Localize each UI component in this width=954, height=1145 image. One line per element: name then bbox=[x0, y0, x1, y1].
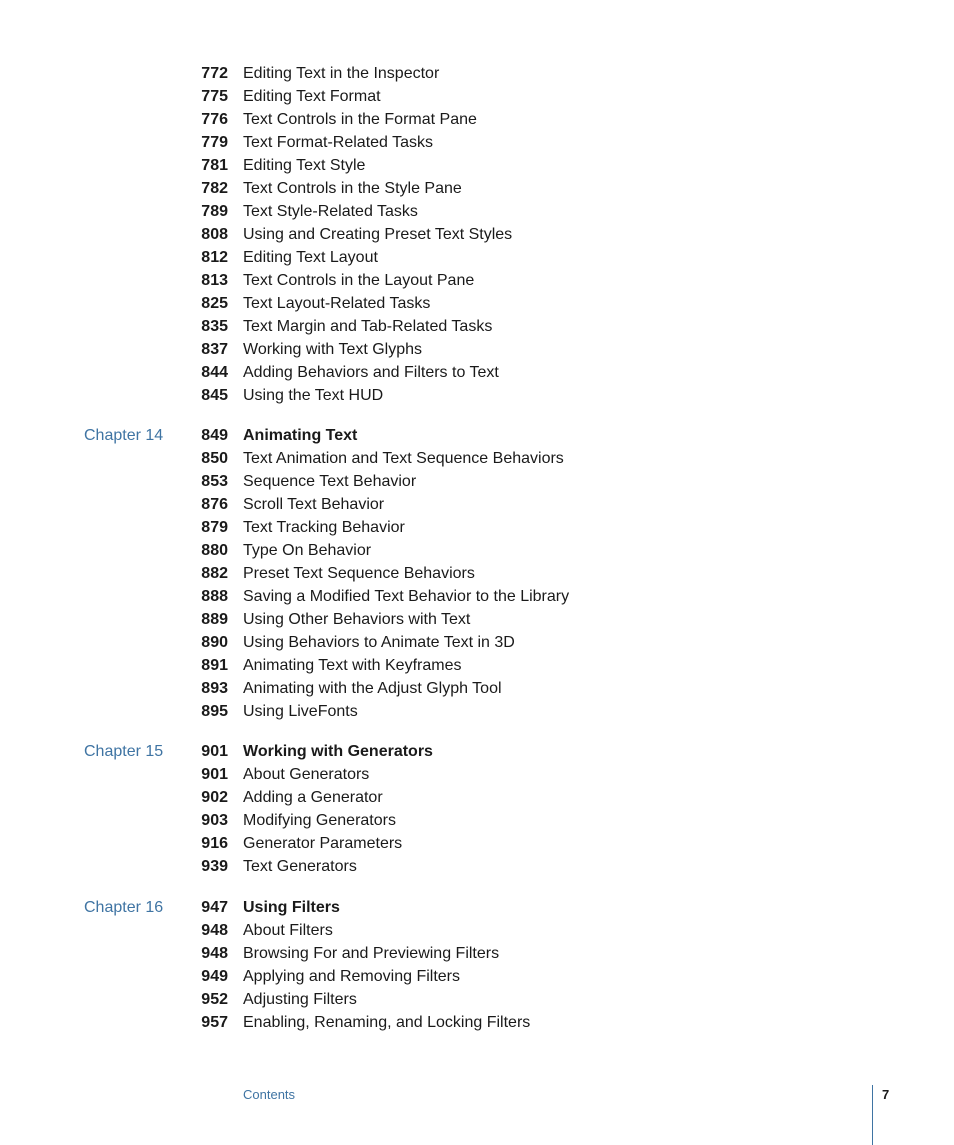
toc-entry[interactable] bbox=[0, 919, 954, 942]
chapter-title: Using Filters bbox=[243, 899, 340, 916]
toc-entry-title: Text Style-Related Tasks bbox=[243, 203, 418, 220]
toc-page-number: 812 bbox=[201, 249, 228, 266]
toc-entry-title: Using and Creating Preset Text Styles bbox=[243, 226, 513, 243]
toc-page-number: 876 bbox=[201, 496, 228, 513]
toc-entry[interactable] bbox=[0, 246, 954, 269]
toc-entry[interactable] bbox=[0, 154, 954, 177]
toc-entry-title: Text Generators bbox=[243, 858, 357, 875]
toc-entry[interactable] bbox=[0, 539, 954, 562]
toc-page-number: 901 bbox=[201, 766, 228, 783]
chapter-label: Chapter 15 bbox=[84, 743, 164, 760]
toc-page-number: 850 bbox=[201, 450, 228, 467]
toc-page-number: 882 bbox=[201, 565, 228, 582]
toc-page-number: 888 bbox=[201, 588, 228, 605]
toc-page-number: 948 bbox=[201, 945, 228, 962]
toc-page-number: 893 bbox=[201, 680, 228, 697]
toc-entry-title: Editing Text Layout bbox=[243, 249, 378, 266]
toc-entry-title: Adding a Generator bbox=[243, 789, 383, 806]
toc-entry-title: Adjusting Filters bbox=[243, 991, 357, 1008]
toc-page-number: 789 bbox=[201, 203, 228, 220]
toc-entry-title: About Filters bbox=[243, 922, 333, 939]
toc-entry-title: Using LiveFonts bbox=[243, 703, 358, 720]
toc-entry[interactable] bbox=[0, 700, 954, 723]
toc-page-number: 849 bbox=[201, 427, 228, 444]
toc-entry[interactable] bbox=[0, 832, 954, 855]
toc-entry-title: Using Behaviors to Animate Text in 3D bbox=[243, 634, 515, 651]
toc-entry[interactable] bbox=[0, 631, 954, 654]
toc-entry-title: Editing Text Format bbox=[243, 88, 381, 105]
toc-page-number: 890 bbox=[201, 634, 228, 651]
toc-entry-title: Enabling, Renaming, and Locking Filters bbox=[243, 1014, 531, 1031]
toc-entry-title: Saving a Modified Text Behavior to the Library bbox=[243, 588, 570, 605]
toc-entry[interactable] bbox=[0, 763, 954, 786]
toc-entry[interactable] bbox=[0, 62, 954, 85]
toc-page-number: 879 bbox=[201, 519, 228, 536]
toc-entry[interactable] bbox=[0, 809, 954, 832]
toc-entry-title: Using Other Behaviors with Text bbox=[243, 611, 471, 628]
toc-page-number: 825 bbox=[201, 295, 228, 312]
chapter-title: Animating Text bbox=[243, 427, 358, 444]
toc-page-number: 845 bbox=[201, 387, 228, 404]
chapter-label: Chapter 14 bbox=[84, 427, 164, 444]
toc-entry[interactable] bbox=[0, 988, 954, 1011]
toc-entry[interactable] bbox=[0, 361, 954, 384]
toc-entry-title: Modifying Generators bbox=[243, 812, 396, 829]
toc-entry-title: Generator Parameters bbox=[243, 835, 403, 852]
toc-page-number: 957 bbox=[201, 1014, 228, 1031]
toc-entry[interactable] bbox=[0, 1011, 954, 1034]
toc-page-number: 895 bbox=[201, 703, 228, 720]
toc-entry[interactable] bbox=[0, 315, 954, 338]
toc-entry-title: Type On Behavior bbox=[243, 542, 372, 559]
toc-entry[interactable] bbox=[0, 470, 954, 493]
toc-page-number: 948 bbox=[201, 922, 228, 939]
toc-entry[interactable] bbox=[0, 424, 954, 447]
toc-entry-title: Adding Behaviors and Filters to Text bbox=[243, 364, 499, 381]
toc-entry[interactable] bbox=[0, 562, 954, 585]
toc-entry[interactable] bbox=[0, 177, 954, 200]
toc-entry[interactable] bbox=[0, 516, 954, 539]
toc-page-number: 781 bbox=[201, 157, 228, 174]
toc-entry[interactable] bbox=[0, 85, 954, 108]
toc-page-number: 902 bbox=[201, 789, 228, 806]
toc-entry[interactable] bbox=[0, 855, 954, 878]
toc-page-number: 835 bbox=[201, 318, 228, 335]
toc-entry[interactable] bbox=[0, 200, 954, 223]
chapter-label: Chapter 16 bbox=[84, 899, 164, 916]
toc-page-number: 853 bbox=[201, 473, 228, 490]
toc-entry-title: Browsing For and Previewing Filters bbox=[243, 945, 500, 962]
toc-entry[interactable] bbox=[0, 942, 954, 965]
toc-entry-title: Editing Text in the Inspector bbox=[243, 65, 440, 82]
toc-entry[interactable] bbox=[0, 965, 954, 988]
toc-page-number: 947 bbox=[201, 899, 228, 916]
toc-entry[interactable] bbox=[0, 654, 954, 677]
toc-page-number: 782 bbox=[201, 180, 228, 197]
toc-entry[interactable] bbox=[0, 108, 954, 131]
toc-entry[interactable] bbox=[0, 896, 954, 919]
toc-page-number: 772 bbox=[201, 65, 228, 82]
toc-page-number: 880 bbox=[201, 542, 228, 559]
toc-entry[interactable] bbox=[0, 585, 954, 608]
toc-page-number: 891 bbox=[201, 657, 228, 674]
footer-divider bbox=[872, 1085, 873, 1145]
toc-entry[interactable] bbox=[0, 786, 954, 809]
chapter-title: Working with Generators bbox=[243, 743, 433, 760]
toc-entry-title: Applying and Removing Filters bbox=[243, 968, 460, 985]
toc-page-number: 889 bbox=[201, 611, 228, 628]
toc-entry[interactable] bbox=[0, 740, 954, 763]
toc-entry[interactable] bbox=[0, 447, 954, 470]
toc-entry[interactable] bbox=[0, 338, 954, 361]
toc-entry[interactable] bbox=[0, 608, 954, 631]
toc-entry[interactable] bbox=[0, 677, 954, 700]
toc-page-number: 813 bbox=[201, 272, 228, 289]
toc-page-number: 939 bbox=[201, 858, 228, 875]
toc-entry[interactable] bbox=[0, 131, 954, 154]
toc-entry[interactable] bbox=[0, 269, 954, 292]
toc-page-number: 776 bbox=[201, 111, 228, 128]
toc-entry-title: Scroll Text Behavior bbox=[243, 496, 385, 513]
toc-entry[interactable] bbox=[0, 292, 954, 315]
toc-entry-title: Text Controls in the Layout Pane bbox=[243, 272, 475, 289]
toc-page-number: 775 bbox=[201, 88, 228, 105]
toc-entry-title: About Generators bbox=[243, 766, 370, 783]
toc-entry-title: Text Controls in the Format Pane bbox=[243, 111, 477, 128]
toc-page-number: 952 bbox=[201, 991, 228, 1008]
toc-page-number: 779 bbox=[201, 134, 228, 151]
toc-entry-title: Text Controls in the Style Pane bbox=[243, 180, 462, 197]
toc-entry-title: Text Tracking Behavior bbox=[243, 519, 405, 536]
toc-entry[interactable] bbox=[0, 493, 954, 516]
toc-entry-title: Text Margin and Tab-Related Tasks bbox=[243, 318, 493, 335]
toc-entry-title: Editing Text Style bbox=[243, 157, 366, 174]
toc-entry-title: Animating Text with Keyframes bbox=[243, 657, 462, 674]
toc-page-number: 837 bbox=[201, 341, 228, 358]
toc-page-number: 808 bbox=[201, 226, 228, 243]
toc-page-number: 903 bbox=[201, 812, 228, 829]
toc-entry-title: Using the Text HUD bbox=[243, 387, 384, 404]
toc-page-number: 949 bbox=[201, 968, 228, 985]
toc-entry-title: Text Animation and Text Sequence Behaviors bbox=[243, 450, 564, 467]
toc-entry-title: Text Format-Related Tasks bbox=[243, 134, 433, 151]
toc-entry-title: Preset Text Sequence Behaviors bbox=[243, 565, 475, 582]
toc-entry-title: Text Layout-Related Tasks bbox=[243, 295, 431, 312]
toc-entry[interactable] bbox=[0, 384, 954, 407]
toc-page-number: 916 bbox=[201, 835, 228, 852]
toc-entry[interactable] bbox=[0, 223, 954, 246]
toc-page-number: 844 bbox=[201, 364, 228, 381]
toc-entry-title: Working with Text Glyphs bbox=[243, 341, 423, 358]
toc-entry-title: Sequence Text Behavior bbox=[243, 473, 417, 490]
page-number: 7 bbox=[882, 1087, 890, 1102]
toc-entry-title: Animating with the Adjust Glyph Tool bbox=[243, 680, 502, 697]
toc-page-number: 901 bbox=[201, 743, 228, 760]
footer-label: Contents bbox=[243, 1087, 296, 1102]
